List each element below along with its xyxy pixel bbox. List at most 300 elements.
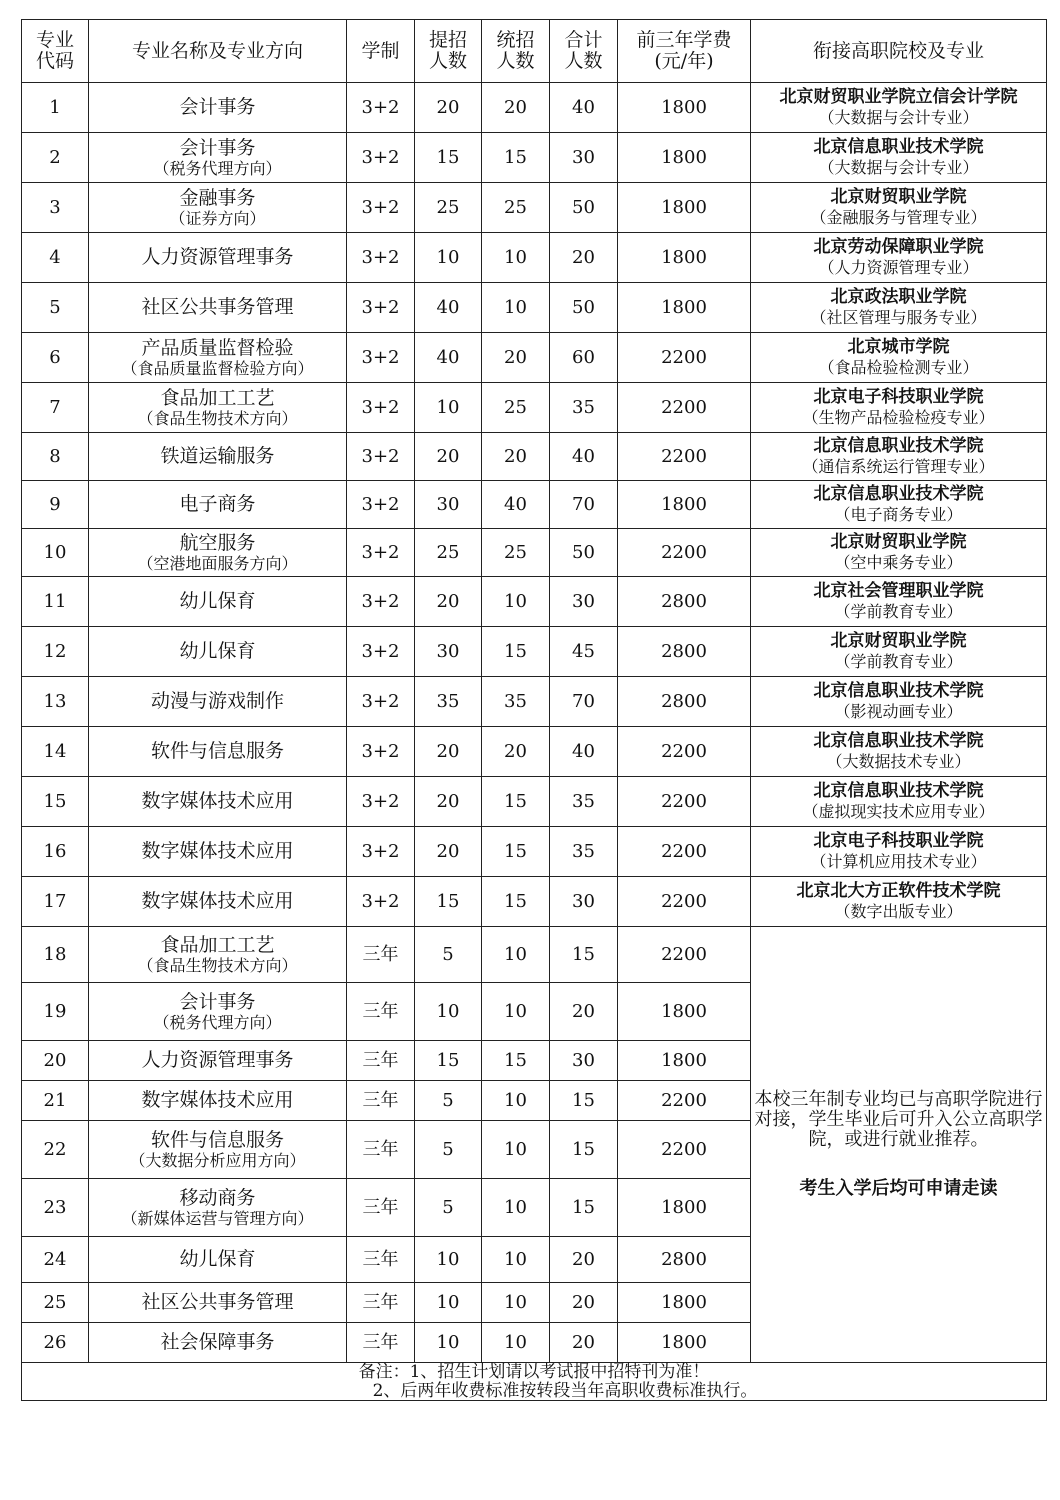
major-name: 会计事务 xyxy=(179,136,256,159)
cell-school xyxy=(751,577,1047,627)
school-name: 北京信息职业技术学院 xyxy=(813,436,984,457)
cell-advance: 20 xyxy=(415,827,482,877)
table-row xyxy=(22,677,1047,727)
cell-name xyxy=(89,283,347,333)
cell-system: 3+2 xyxy=(347,529,415,577)
school-name: 北京财贸职业学院 xyxy=(830,532,967,553)
cell-total: 40 xyxy=(550,433,618,481)
remarks-cell xyxy=(22,1363,1047,1401)
remarks-row xyxy=(22,1363,1047,1401)
cell-code: 1 xyxy=(22,83,89,133)
cell-name xyxy=(89,233,347,283)
school-major: （学前教育专业） xyxy=(834,652,963,672)
major-name: 幼儿保育 xyxy=(179,590,256,613)
major-name: 人力资源管理事务 xyxy=(141,246,294,269)
cell-code: 15 xyxy=(22,777,89,827)
cell-fee: 1800 xyxy=(618,233,751,283)
cell-school xyxy=(751,777,1047,827)
cell-school xyxy=(751,333,1047,383)
cell-advance: 20 xyxy=(415,727,482,777)
cell-unified: 10 xyxy=(482,927,550,983)
cell-total: 50 xyxy=(550,529,618,577)
cell-unified: 10 xyxy=(482,1323,550,1363)
major-direction: （税务代理方向） xyxy=(153,158,282,178)
cell-total: 35 xyxy=(550,383,618,433)
cell-fee: 1800 xyxy=(618,481,751,529)
cell-name xyxy=(89,1179,347,1237)
cell-fee: 1800 xyxy=(618,83,751,133)
major-name: 幼儿保育 xyxy=(179,640,256,663)
table-row xyxy=(22,927,1047,983)
cell-name xyxy=(89,577,347,627)
major-name: 数字媒体技术应用 xyxy=(141,890,294,913)
cell-advance: 10 xyxy=(415,1283,482,1323)
cell-system: 3+2 xyxy=(347,627,415,677)
major-direction: （食品生物技术方向） xyxy=(137,408,298,428)
three-year-note: 本校三年制专业均已与高职学院进行对接，学生毕业后可升入公立高职学院，或进行就业推荐。 xyxy=(754,1088,1043,1150)
cell-fee: 1800 xyxy=(618,133,751,183)
cell-advance: 20 xyxy=(415,777,482,827)
cell-total: 50 xyxy=(550,283,618,333)
header-unified: 统招 人数 xyxy=(482,20,550,83)
cell-code: 25 xyxy=(22,1283,89,1323)
cell-system: 3+2 xyxy=(347,827,415,877)
cell-code: 10 xyxy=(22,529,89,577)
cell-system: 3+2 xyxy=(347,133,415,183)
school-major: （影视动画专业） xyxy=(834,702,963,722)
cell-unified: 25 xyxy=(482,529,550,577)
school-name: 北京电子科技职业学院 xyxy=(813,831,984,852)
school-name: 北京财贸职业学院 xyxy=(830,187,967,208)
table-row xyxy=(22,777,1047,827)
school-major: （学前教育专业） xyxy=(834,602,963,622)
major-name: 金融事务 xyxy=(179,186,256,209)
cell-name xyxy=(89,383,347,433)
major-name: 动漫与游戏制作 xyxy=(150,690,284,713)
cell-fee: 2200 xyxy=(618,777,751,827)
school-name: 北京政法职业学院 xyxy=(830,287,967,308)
cell-school xyxy=(751,727,1047,777)
cell-name xyxy=(89,529,347,577)
major-name: 食品加工工艺 xyxy=(160,933,275,956)
cell-code: 2 xyxy=(22,133,89,183)
cell-name xyxy=(89,877,347,927)
header-name: 专业名称及专业方向 xyxy=(89,20,347,83)
cell-name xyxy=(89,333,347,383)
cell-fee: 2200 xyxy=(618,1081,751,1121)
cell-name xyxy=(89,1237,347,1283)
cell-total: 60 xyxy=(550,333,618,383)
three-year-note-cell xyxy=(751,927,1047,1363)
cell-system: 三年 xyxy=(347,1283,415,1323)
cell-total: 35 xyxy=(550,827,618,877)
cell-school xyxy=(751,83,1047,133)
cell-fee: 2800 xyxy=(618,627,751,677)
school-name: 北京财贸职业学院立信会计学院 xyxy=(779,87,1018,108)
cell-total: 20 xyxy=(550,1283,618,1323)
school-name: 北京信息职业技术学院 xyxy=(813,681,984,702)
cell-unified: 10 xyxy=(482,1237,550,1283)
cell-unified: 10 xyxy=(482,1283,550,1323)
cell-advance: 15 xyxy=(415,1041,482,1081)
cell-school xyxy=(751,433,1047,481)
major-direction: （证券方向） xyxy=(169,208,266,228)
cell-unified: 15 xyxy=(482,877,550,927)
cell-school xyxy=(751,183,1047,233)
school-major: （人力资源管理专业） xyxy=(818,258,979,278)
cell-system: 3+2 xyxy=(347,727,415,777)
cell-advance: 10 xyxy=(415,1323,482,1363)
cell-unified: 10 xyxy=(482,577,550,627)
cell-name xyxy=(89,1121,347,1179)
cell-fee: 2800 xyxy=(618,677,751,727)
cell-total: 20 xyxy=(550,1237,618,1283)
school-name: 北京信息职业技术学院 xyxy=(813,731,984,752)
cell-advance: 5 xyxy=(415,1179,482,1237)
cell-unified: 15 xyxy=(482,133,550,183)
major-name: 航空服务 xyxy=(179,531,256,554)
school-major: （社区管理与服务专业） xyxy=(810,308,987,328)
cell-code: 12 xyxy=(22,627,89,677)
remark-line-2: 2、后两年收费标准按转段当年高职收费标准执行。 xyxy=(372,1380,758,1401)
major-name: 铁道运输服务 xyxy=(160,445,275,468)
school-major: （大数据与会计专业） xyxy=(818,158,979,178)
table-row xyxy=(22,283,1047,333)
school-name: 北京社会管理职业学院 xyxy=(813,581,984,602)
cell-name xyxy=(89,827,347,877)
table-row xyxy=(22,529,1047,577)
cell-advance: 10 xyxy=(415,233,482,283)
cell-code: 3 xyxy=(22,183,89,233)
cell-advance: 15 xyxy=(415,877,482,927)
cell-system: 3+2 xyxy=(347,433,415,481)
header-fee: 前三年学费 (元/年) xyxy=(618,20,751,83)
cell-total: 15 xyxy=(550,927,618,983)
cell-code: 17 xyxy=(22,877,89,927)
cell-system: 3+2 xyxy=(347,383,415,433)
table-row xyxy=(22,577,1047,627)
cell-advance: 10 xyxy=(415,983,482,1041)
cell-code: 22 xyxy=(22,1121,89,1179)
cell-code: 26 xyxy=(22,1323,89,1363)
cell-system: 3+2 xyxy=(347,481,415,529)
cell-system: 三年 xyxy=(347,1081,415,1121)
cell-code: 19 xyxy=(22,983,89,1041)
school-name: 北京北大方正软件技术学院 xyxy=(796,881,1001,902)
cell-system: 三年 xyxy=(347,1323,415,1363)
cell-fee: 2200 xyxy=(618,727,751,777)
cell-advance: 40 xyxy=(415,333,482,383)
cell-total: 50 xyxy=(550,183,618,233)
cell-unified: 15 xyxy=(482,827,550,877)
cell-fee: 2200 xyxy=(618,433,751,481)
header-total: 合计 人数 xyxy=(550,20,618,83)
cell-advance: 10 xyxy=(415,1237,482,1283)
cell-school xyxy=(751,529,1047,577)
school-major: （大数据与会计专业） xyxy=(818,108,979,128)
three-year-note-bold: 考生入学后均可申请走读 xyxy=(799,1178,998,1200)
cell-total: 30 xyxy=(550,1041,618,1081)
cell-total: 45 xyxy=(550,627,618,677)
major-name: 会计事务 xyxy=(179,96,256,119)
cell-system: 3+2 xyxy=(347,777,415,827)
cell-system: 3+2 xyxy=(347,333,415,383)
major-name: 产品质量监督检验 xyxy=(141,336,294,359)
cell-unified: 10 xyxy=(482,983,550,1041)
table-row xyxy=(22,133,1047,183)
cell-total: 30 xyxy=(550,133,618,183)
cell-system: 3+2 xyxy=(347,233,415,283)
cell-name xyxy=(89,1323,347,1363)
table-row xyxy=(22,83,1047,133)
school-name: 北京信息职业技术学院 xyxy=(813,137,984,158)
major-name: 社会保障事务 xyxy=(160,1331,275,1354)
cell-fee: 1800 xyxy=(618,1323,751,1363)
cell-name xyxy=(89,1283,347,1323)
cell-unified: 40 xyxy=(482,481,550,529)
table-row xyxy=(22,627,1047,677)
major-direction: （食品质量监督检验方向） xyxy=(121,358,314,378)
school-name: 北京信息职业技术学院 xyxy=(813,484,984,505)
major-name: 幼儿保育 xyxy=(179,1248,256,1271)
cell-code: 18 xyxy=(22,927,89,983)
cell-system: 三年 xyxy=(347,1237,415,1283)
cell-fee: 2800 xyxy=(618,1237,751,1283)
cell-system: 3+2 xyxy=(347,183,415,233)
cell-fee: 2800 xyxy=(618,577,751,627)
cell-fee: 2200 xyxy=(618,877,751,927)
cell-fee: 2200 xyxy=(618,827,751,877)
school-major: （生物产品检验检疫专业） xyxy=(802,408,995,428)
header-system: 学制 xyxy=(347,20,415,83)
major-direction: （空港地面服务方向） xyxy=(137,553,298,573)
cell-unified: 15 xyxy=(482,1041,550,1081)
cell-code: 24 xyxy=(22,1237,89,1283)
cell-total: 20 xyxy=(550,983,618,1041)
cell-total: 35 xyxy=(550,777,618,827)
cell-unified: 10 xyxy=(482,1179,550,1237)
cell-name xyxy=(89,983,347,1041)
major-name: 数字媒体技术应用 xyxy=(141,790,294,813)
major-name: 软件与信息服务 xyxy=(150,1128,284,1151)
cell-name xyxy=(89,433,347,481)
major-direction: （新媒体运营与管理方向） xyxy=(121,1208,314,1228)
cell-code: 4 xyxy=(22,233,89,283)
cell-total: 70 xyxy=(550,481,618,529)
cell-total: 15 xyxy=(550,1179,618,1237)
cell-name xyxy=(89,83,347,133)
cell-total: 20 xyxy=(550,233,618,283)
table-row xyxy=(22,183,1047,233)
cell-advance: 5 xyxy=(415,1081,482,1121)
cell-school xyxy=(751,877,1047,927)
cell-name xyxy=(89,133,347,183)
cell-unified: 35 xyxy=(482,677,550,727)
cell-total: 15 xyxy=(550,1121,618,1179)
cell-fee: 2200 xyxy=(618,383,751,433)
cell-name xyxy=(89,1081,347,1121)
cell-system: 3+2 xyxy=(347,677,415,727)
major-name: 社区公共事务管理 xyxy=(141,1291,294,1314)
table-header-row xyxy=(22,20,1047,83)
cell-advance: 10 xyxy=(415,383,482,433)
school-major: （数字出版专业） xyxy=(834,902,963,922)
cell-name xyxy=(89,627,347,677)
cell-unified: 10 xyxy=(482,233,550,283)
cell-unified: 10 xyxy=(482,283,550,333)
table-body xyxy=(22,83,1047,1363)
cell-system: 3+2 xyxy=(347,877,415,927)
header-school: 衔接高职院校及专业 xyxy=(751,20,1047,83)
cell-unified: 25 xyxy=(482,183,550,233)
cell-fee: 1800 xyxy=(618,983,751,1041)
cell-code: 7 xyxy=(22,383,89,433)
major-name: 软件与信息服务 xyxy=(150,740,284,763)
cell-school xyxy=(751,677,1047,727)
school-name: 北京信息职业技术学院 xyxy=(813,781,984,802)
major-name: 数字媒体技术应用 xyxy=(141,840,294,863)
cell-code: 11 xyxy=(22,577,89,627)
cell-advance: 20 xyxy=(415,577,482,627)
cell-code: 8 xyxy=(22,433,89,481)
cell-name xyxy=(89,183,347,233)
cell-fee: 1800 xyxy=(618,1283,751,1323)
table-row xyxy=(22,727,1047,777)
school-name: 北京劳动保障职业学院 xyxy=(813,237,984,258)
cell-advance: 40 xyxy=(415,283,482,333)
major-direction: （税务代理方向） xyxy=(153,1012,282,1032)
cell-name xyxy=(89,677,347,727)
cell-advance: 30 xyxy=(415,627,482,677)
cell-school xyxy=(751,383,1047,433)
cell-system: 3+2 xyxy=(347,83,415,133)
cell-fee: 1800 xyxy=(618,283,751,333)
cell-name xyxy=(89,1041,347,1081)
cell-total: 20 xyxy=(550,1323,618,1363)
cell-unified: 20 xyxy=(482,433,550,481)
enrollment-plan-table xyxy=(21,19,1047,1401)
major-name: 会计事务 xyxy=(179,990,256,1013)
cell-unified: 10 xyxy=(482,1081,550,1121)
cell-school xyxy=(751,133,1047,183)
cell-name xyxy=(89,777,347,827)
cell-fee: 1800 xyxy=(618,183,751,233)
cell-code: 14 xyxy=(22,727,89,777)
cell-code: 23 xyxy=(22,1179,89,1237)
header-advance: 提招 人数 xyxy=(415,20,482,83)
major-name: 社区公共事务管理 xyxy=(141,296,294,319)
cell-fee: 2200 xyxy=(618,529,751,577)
table-row xyxy=(22,383,1047,433)
school-major: （虚拟现实技术应用专业） xyxy=(802,802,995,822)
school-major: （大数据技术专业） xyxy=(826,752,971,772)
school-name: 北京电子科技职业学院 xyxy=(813,387,984,408)
cell-total: 40 xyxy=(550,727,618,777)
cell-advance: 15 xyxy=(415,133,482,183)
major-name: 人力资源管理事务 xyxy=(141,1049,294,1072)
cell-system: 三年 xyxy=(347,927,415,983)
cell-code: 13 xyxy=(22,677,89,727)
cell-code: 21 xyxy=(22,1081,89,1121)
table-row xyxy=(22,877,1047,927)
cell-total: 15 xyxy=(550,1081,618,1121)
cell-school xyxy=(751,627,1047,677)
cell-code: 6 xyxy=(22,333,89,383)
cell-unified: 20 xyxy=(482,83,550,133)
table-row xyxy=(22,333,1047,383)
cell-school xyxy=(751,481,1047,529)
school-major: （金融服务与管理专业） xyxy=(810,208,987,228)
cell-fee: 2200 xyxy=(618,333,751,383)
cell-total: 30 xyxy=(550,877,618,927)
cell-code: 20 xyxy=(22,1041,89,1081)
cell-unified: 20 xyxy=(482,727,550,777)
table-row xyxy=(22,233,1047,283)
major-name: 电子商务 xyxy=(179,493,256,516)
cell-unified: 15 xyxy=(482,777,550,827)
cell-code: 5 xyxy=(22,283,89,333)
cell-advance: 25 xyxy=(415,183,482,233)
table-row xyxy=(22,481,1047,529)
school-name: 北京城市学院 xyxy=(847,337,950,358)
cell-name xyxy=(89,481,347,529)
cell-system: 三年 xyxy=(347,1179,415,1237)
cell-total: 30 xyxy=(550,577,618,627)
cell-code: 9 xyxy=(22,481,89,529)
table-row xyxy=(22,433,1047,481)
cell-fee: 2200 xyxy=(618,927,751,983)
cell-code: 16 xyxy=(22,827,89,877)
cell-total: 40 xyxy=(550,83,618,133)
cell-system: 三年 xyxy=(347,1121,415,1179)
school-major: （计算机应用技术专业） xyxy=(810,852,987,872)
cell-fee: 2200 xyxy=(618,1121,751,1179)
cell-fee: 1800 xyxy=(618,1041,751,1081)
cell-system: 三年 xyxy=(347,1041,415,1081)
school-major: （电子商务专业） xyxy=(834,505,963,525)
table-row xyxy=(22,827,1047,877)
major-name: 移动商务 xyxy=(179,1186,256,1209)
cell-unified: 10 xyxy=(482,1121,550,1179)
major-name: 食品加工工艺 xyxy=(160,386,275,409)
major-direction: （大数据分析应用方向） xyxy=(129,1150,306,1170)
cell-advance: 20 xyxy=(415,83,482,133)
header-code: 专业 代码 xyxy=(22,20,89,83)
cell-school xyxy=(751,283,1047,333)
cell-unified: 25 xyxy=(482,383,550,433)
cell-system: 3+2 xyxy=(347,577,415,627)
cell-name xyxy=(89,727,347,777)
cell-advance: 5 xyxy=(415,1121,482,1179)
school-major: （空中乘务专业） xyxy=(834,553,963,573)
cell-unified: 20 xyxy=(482,333,550,383)
cell-name xyxy=(89,927,347,983)
cell-advance: 35 xyxy=(415,677,482,727)
cell-school xyxy=(751,233,1047,283)
cell-fee: 1800 xyxy=(618,1179,751,1237)
cell-unified: 15 xyxy=(482,627,550,677)
remark-line-1: 备注：1、招生计划请以考试报中招特刊为准！ xyxy=(358,1362,710,1382)
cell-system: 3+2 xyxy=(347,283,415,333)
cell-advance: 30 xyxy=(415,481,482,529)
cell-advance: 5 xyxy=(415,927,482,983)
major-direction: （食品生物技术方向） xyxy=(137,955,298,975)
cell-advance: 20 xyxy=(415,433,482,481)
major-name: 数字媒体技术应用 xyxy=(141,1089,294,1112)
school-name: 北京财贸职业学院 xyxy=(830,631,967,652)
cell-total: 70 xyxy=(550,677,618,727)
cell-school xyxy=(751,827,1047,877)
